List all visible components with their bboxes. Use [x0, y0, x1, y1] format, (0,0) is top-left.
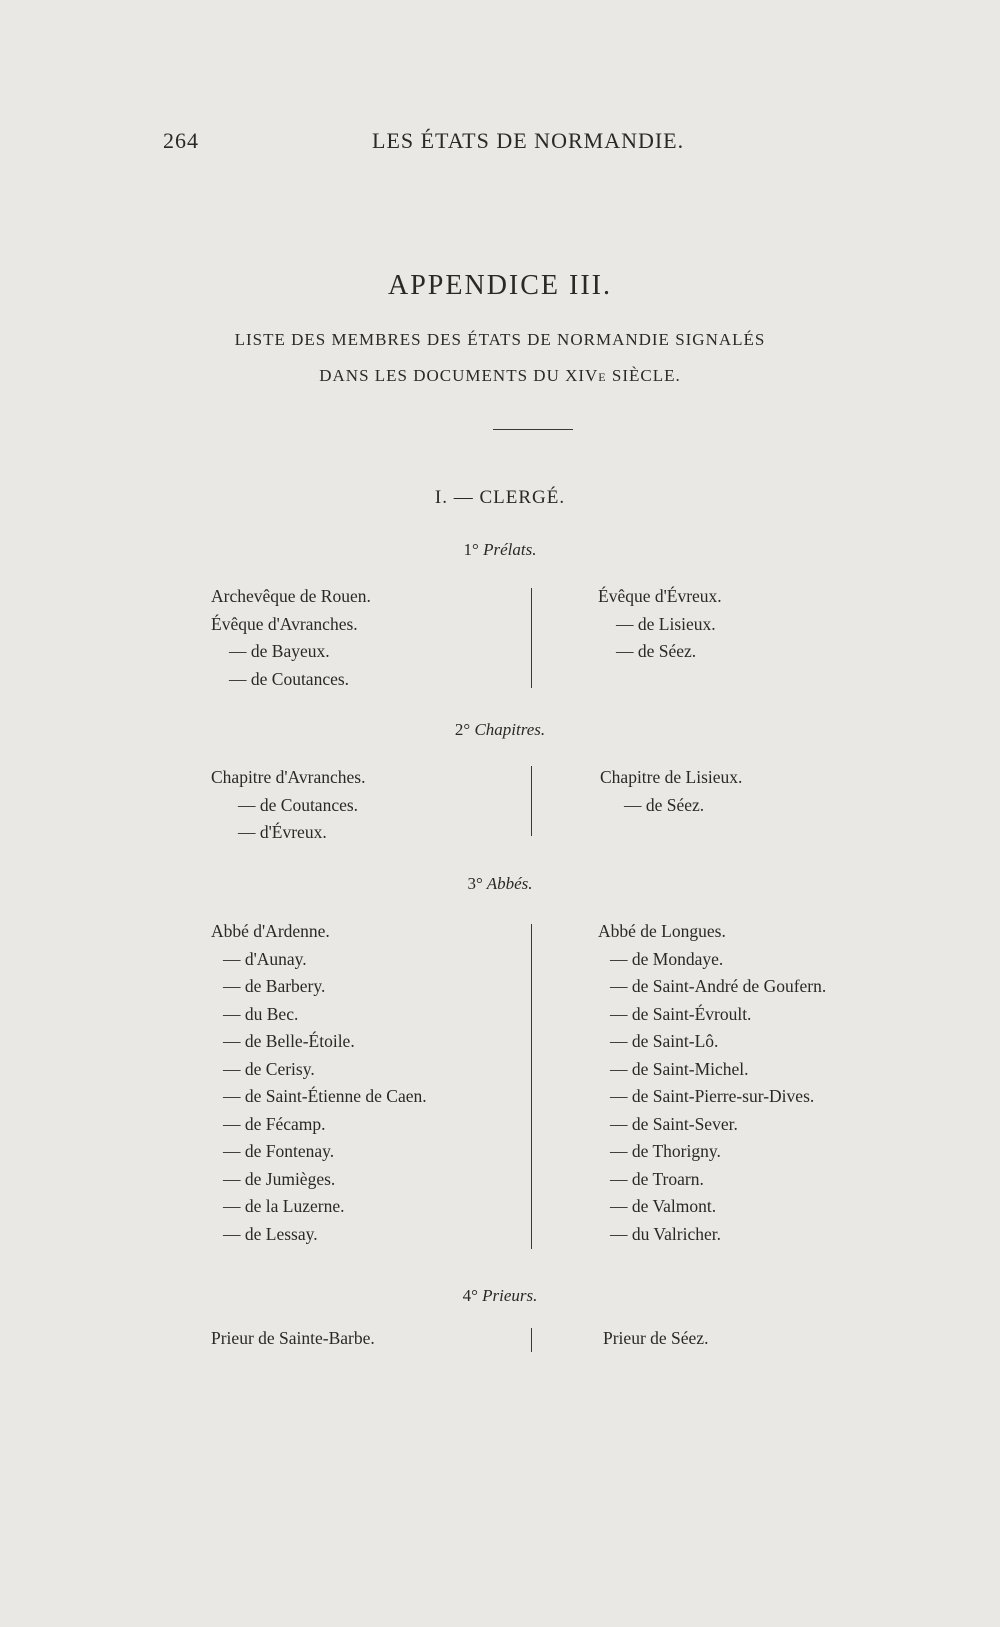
list-item: Prieur de Séez.	[603, 1328, 709, 1348]
list-item: Abbé de Longues.	[598, 921, 726, 941]
list-item: — de Barbery.	[223, 976, 326, 996]
list-item: — de Fécamp.	[223, 1113, 326, 1134]
subsection-title: Abbés.	[486, 874, 533, 893]
list-item: — de Saint-Michel.	[610, 1058, 749, 1079]
list-item: — de Saint-Lô.	[610, 1031, 719, 1051]
list-item: — de Lisieux.	[616, 613, 716, 634]
abbes-left-column	[211, 918, 427, 1248]
subsection-heading-prieurs	[0, 1286, 1000, 1306]
page-number: 264	[163, 128, 199, 153]
list-item: — de Saint-André de Goufern.	[610, 976, 827, 996]
list-item: — de Cerisy.	[223, 1058, 315, 1079]
list-item: — de Valmont.	[610, 1196, 717, 1216]
subsection-heading-chapitres	[0, 720, 1000, 740]
running-title: LES ÉTATS DE NORMANDIE.	[372, 128, 685, 153]
subsection-number: 2°	[454, 720, 471, 739]
subsection-title: Chapitres.	[474, 720, 546, 739]
column-divider	[531, 588, 532, 688]
list-item: — de Mondaye.	[610, 948, 724, 969]
chapitres-left-column	[211, 764, 365, 847]
list-item: — de Saint-Évroult.	[610, 1003, 752, 1024]
subsection-number: 4°	[462, 1286, 478, 1305]
list-item: Évêque d'Évreux.	[598, 586, 722, 606]
list-item: Chapitre de Lisieux.	[600, 767, 743, 787]
subsection-heading-prelats	[0, 540, 1000, 560]
list-item: — de Séez.	[616, 641, 697, 661]
list-item: — de Saint-Étienne de Caen.	[223, 1086, 427, 1106]
appendix-subtitle-line2: DANS LES DOCUMENTS DU XIVe SIÈCLE.	[319, 366, 681, 385]
list-item: — de Saint-Pierre-sur-Dives.	[610, 1086, 815, 1106]
list-item: — de Saint-Sever.	[610, 1113, 738, 1134]
list-item: Abbé d'Ardenne.	[211, 921, 330, 941]
list-item: Chapitre d'Avranches.	[211, 767, 366, 787]
list-item: Archevêque de Rouen.	[211, 586, 371, 606]
column-divider	[531, 1328, 532, 1352]
subsection-title: Prieurs.	[482, 1286, 538, 1305]
subsection-heading-abbes	[0, 874, 1000, 894]
prieurs-left-column	[211, 1325, 375, 1353]
appendix-title: APPENDICE III.	[388, 270, 612, 301]
list-item: Prieur de Sainte-Barbe.	[211, 1328, 375, 1348]
appendix-subtitle-line1: LISTE DES MEMBRES DES ÉTATS DE NORMANDIE SIGNALÉS	[234, 330, 766, 349]
subsection-title: Prélats.	[483, 540, 537, 559]
list-item: — de Fontenay.	[223, 1141, 335, 1161]
list-item: — de Thorigny.	[610, 1141, 721, 1161]
column-divider	[531, 924, 532, 1249]
divider-rule	[493, 429, 573, 430]
list-item: — d'Évreux.	[238, 822, 327, 842]
list-item: — de Coutances.	[229, 668, 350, 689]
list-item: — d'Aunay.	[223, 948, 307, 969]
list-item: — de Belle-Étoile.	[223, 1031, 355, 1051]
column-divider	[531, 766, 532, 836]
subsection-number: 3°	[467, 874, 483, 893]
abbes-right-column	[598, 918, 826, 1248]
list-item: — de Lessay.	[223, 1223, 318, 1244]
list-item: — de Séez.	[624, 794, 705, 815]
list-item: — de Troarn.	[610, 1168, 704, 1189]
chapitres-right-column	[600, 764, 742, 819]
list-item: — de Bayeux.	[229, 641, 330, 661]
list-item: — du Bec.	[223, 1003, 299, 1024]
list-item: — du Valricher.	[610, 1223, 721, 1244]
list-item: — de Jumièges.	[223, 1168, 336, 1189]
list-item: Évêque d'Avranches.	[211, 613, 358, 634]
prelats-right-column	[598, 583, 722, 666]
prieurs-right-column	[603, 1325, 708, 1353]
list-item: — de Coutances.	[238, 794, 359, 815]
prelats-left-column	[211, 583, 371, 693]
section-heading: I. — CLERGÉ.	[434, 487, 566, 508]
list-item: — de la Luzerne.	[223, 1196, 345, 1216]
subsection-number: 1°	[463, 540, 479, 559]
